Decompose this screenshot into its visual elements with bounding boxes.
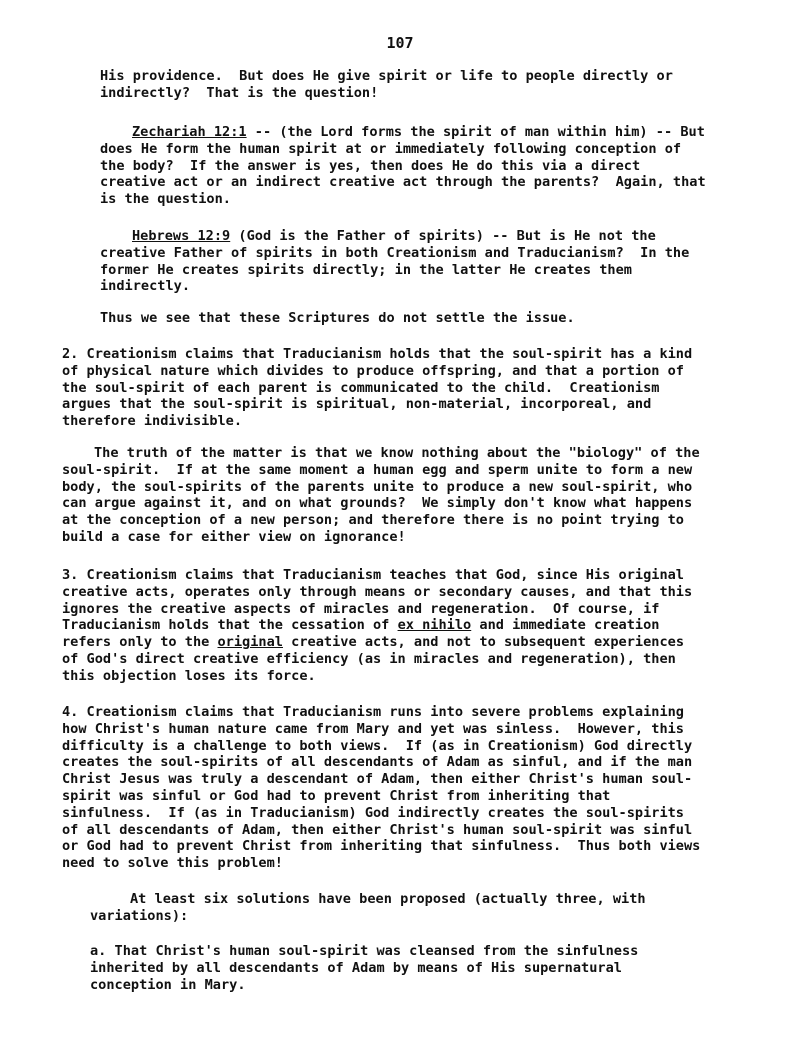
paragraph-biology bbox=[62, 445, 700, 546]
text-line: variations): bbox=[90, 907, 189, 924]
paragraph-point-4 bbox=[62, 704, 700, 872]
text-line: the soul-spirit of each parent is communicated to the child. Creationism bbox=[62, 379, 660, 396]
text-line: creative acts, operates only through means or secondary causes, and that this bbox=[62, 583, 693, 600]
text-line: His providence. But does He give spirit or life to people directly or bbox=[100, 68, 673, 84]
scripture-reference-hebrews: Hebrews 12:9 bbox=[132, 228, 231, 244]
text-line: former He creates spirits directly; in the latter He creates them bbox=[100, 261, 632, 278]
text-line: soul-spirit. If at the same moment a human egg and sperm unite to form a new bbox=[62, 461, 693, 478]
text-line: this objection loses its force. bbox=[62, 667, 316, 684]
text-line: ignores the creative aspects of miracles and regeneration. Of course, if bbox=[62, 600, 660, 617]
scripture-reference-zechariah: Zechariah 12:1 bbox=[132, 124, 247, 140]
text-line: does He form the human spirit at or immediately following conception of bbox=[100, 140, 682, 157]
text-line: creative act or an indirect creative act through the parents? Again, that bbox=[100, 174, 706, 191]
paragraph-conclusion bbox=[100, 310, 575, 327]
text-line: how Christ's human nature came from Mary and yet was sinless. However, this bbox=[62, 720, 684, 737]
paragraph-point-3 bbox=[62, 567, 692, 685]
text-line: inherited by all descendants of Adam by means of His supernatural bbox=[90, 959, 622, 976]
text-line: conception in Mary. bbox=[90, 976, 246, 993]
text-line: Christ Jesus was truly a descendant of Adam, then either Christ's human soul- bbox=[62, 771, 693, 788]
paragraph-six-solutions bbox=[90, 891, 646, 925]
text-line: indirectly? That is the question! bbox=[100, 84, 379, 101]
text-line: need to solve this problem! bbox=[62, 855, 283, 872]
text-line: the body? If the answer is yes, then does He do this via a direct bbox=[100, 157, 641, 174]
text-line: At least six solutions have been proposed (actually three, with bbox=[130, 891, 646, 907]
text-line: build a case for either view on ignorance! bbox=[62, 528, 406, 545]
paragraph-zechariah bbox=[100, 124, 706, 208]
text-line: 2. Creationism claims that Traducianism holds that the soul-spirit has a kind bbox=[62, 346, 693, 362]
text-line: The truth of the matter is that we know nothing about the "biology" of the bbox=[94, 445, 700, 461]
text-line: argues that the soul-spirit is spiritual, non-material, incorporeal, and bbox=[62, 396, 652, 413]
term-ex-nihilo: ex nihilo bbox=[397, 617, 472, 634]
text-line: 4. Creationism claims that Traducianism runs into severe problems explaining bbox=[62, 704, 684, 720]
text-line: of all descendants of Adam, then either Christ's human soul-spirit was sinful bbox=[62, 821, 693, 838]
text-line: of God's direct creative efficiency (as in miracles and regeneration), then bbox=[62, 650, 676, 667]
text-line: indirectly. bbox=[100, 278, 191, 295]
text-line: Thus we see that these Scriptures do not settle the issue. bbox=[100, 310, 575, 326]
text-line: and immediate creation bbox=[471, 617, 660, 634]
text-line: therefore indivisible. bbox=[62, 413, 243, 430]
text-line: 3. Creationism claims that Traducianism teaches that God, since His original bbox=[62, 567, 684, 583]
text-line: can argue against it, and on what grounds? We simply don't know what happens bbox=[62, 495, 693, 512]
text-line: creative acts, and not to subsequent experiences bbox=[282, 634, 685, 651]
text-line: a. That Christ's human soul-spirit was cleansed from the sinfulness bbox=[90, 943, 639, 959]
text-line: body, the soul-spirits of the parents unite to produce a new soul-spirit, who bbox=[62, 478, 693, 495]
term-original: original bbox=[217, 634, 283, 651]
paragraph-point-2 bbox=[62, 346, 692, 430]
text-line: at the conception of a new person; and therefore there is no point trying to bbox=[62, 512, 684, 529]
text-line: (God is the Father of spirits) -- But is He not the bbox=[230, 228, 656, 244]
text-line: refers only to the bbox=[62, 634, 218, 651]
paragraph-providence bbox=[100, 68, 673, 102]
paragraph-solution-a bbox=[90, 943, 638, 993]
text-line: spirit was sinful or God had to prevent Christ from inheriting that bbox=[62, 787, 611, 804]
text-line: creates the soul-spirits of all descendants of Adam as sinful, and if the man bbox=[62, 754, 693, 771]
text-line: sinfulness. If (as in Traducianism) God indirectly creates the soul-spirits bbox=[62, 804, 684, 821]
text-line: difficulty is a challenge to both views. If (as in Creationism) God directly bbox=[62, 737, 693, 754]
text-line: -- (the Lord forms the spirit of man within him) -- But bbox=[246, 124, 705, 140]
text-line: or God had to prevent Christ from inheriting that sinfulness. Thus both views bbox=[62, 838, 701, 855]
paragraph-hebrews bbox=[100, 228, 689, 295]
text-line: creative Father of spirits in both Creationism and Traducianism? In the bbox=[100, 244, 690, 261]
text-line: of physical nature which divides to produce offspring, and that a portion of bbox=[62, 362, 684, 379]
text-line: is the question. bbox=[100, 191, 231, 208]
text-line: Traducianism holds that the cessation of bbox=[62, 617, 398, 634]
page-number: 107 bbox=[386, 34, 414, 52]
